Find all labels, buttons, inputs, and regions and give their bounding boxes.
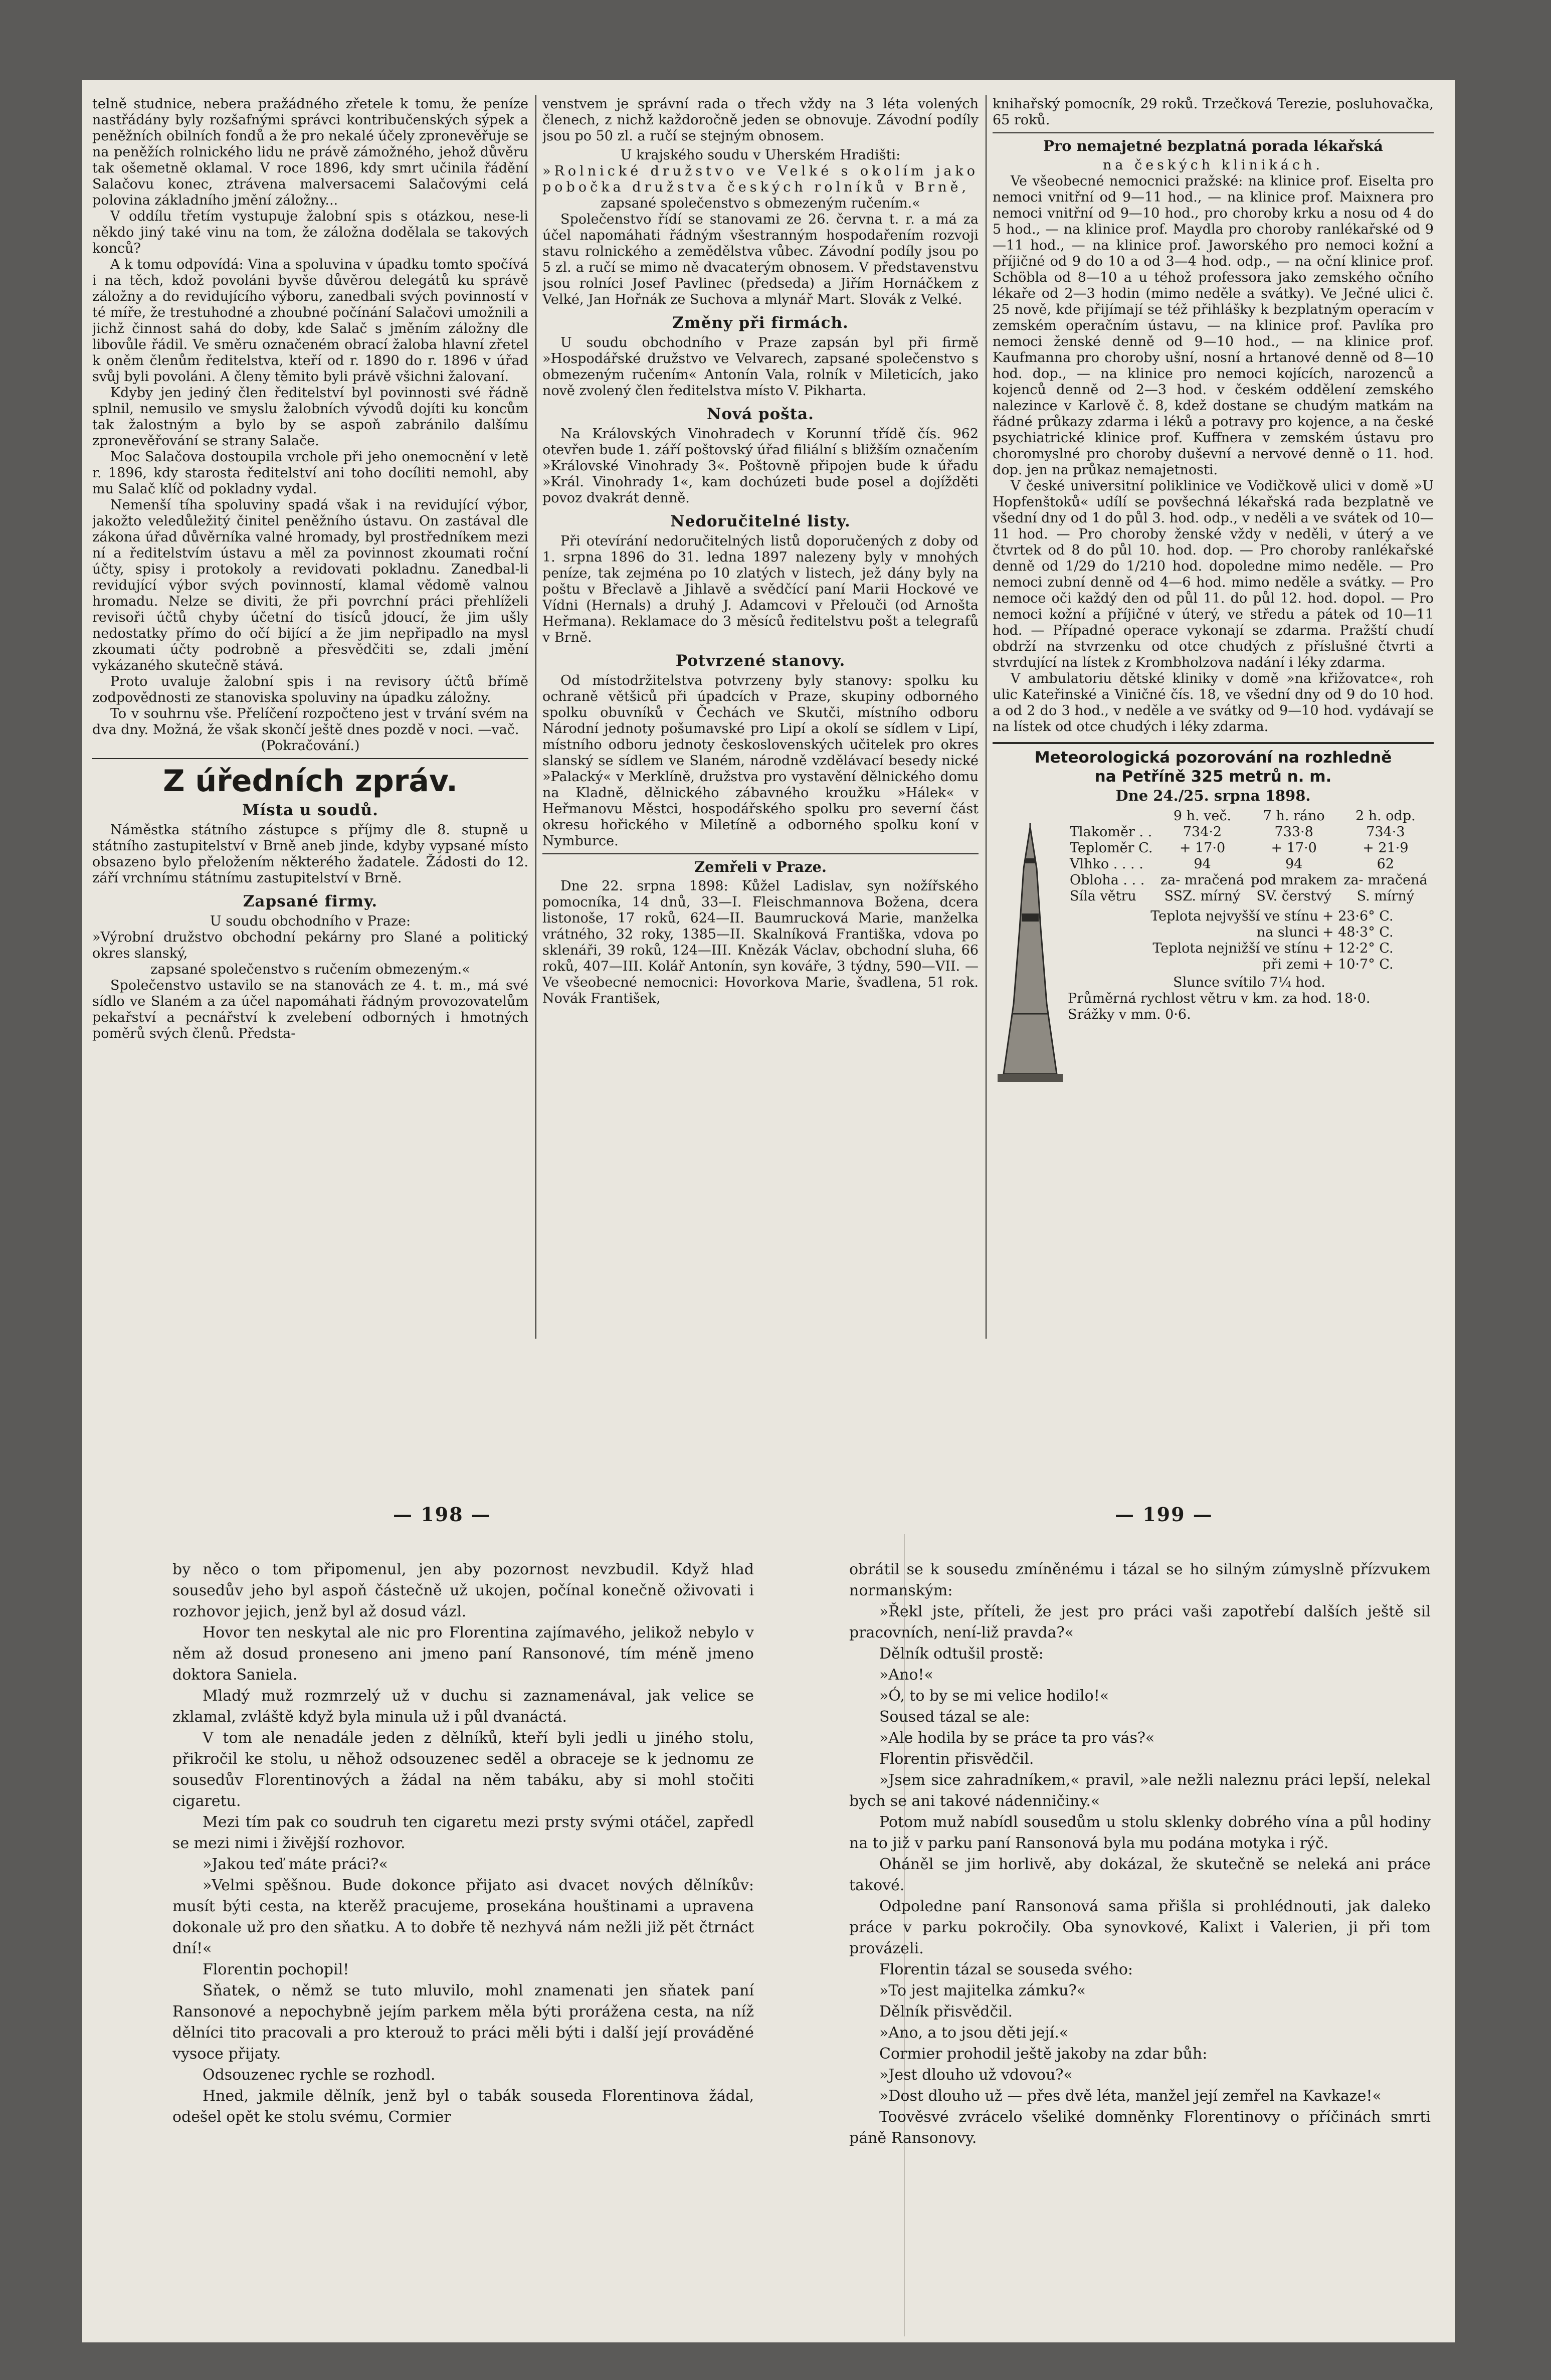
- wind-speed: Průměrná rychlost větru v km. za hod. 18·0.: [1068, 991, 1371, 1006]
- subsection-heading: Nová pošta.: [707, 405, 814, 423]
- weather-date: Dne 24./25. srpna 1898.: [1115, 787, 1311, 804]
- article-text: V oddílu třetím vystupuje žalobní spis s otázkou, nese-li někdo jiný také vinu na tom, že záložna dodělala se takových konců?: [92, 209, 528, 256]
- novel-paragraph: »Ano!«: [879, 1666, 933, 1684]
- article-text: Od místodržitelstva potvrzeny byly stanovy: spolku ku ochraně většiců při úpadcích v Praze, skupiny odborného spolku obuvníků v Čechách ve Skutči, místního odboru Národní jednoty pošumavské pro Lipí a okolí se sídlem v Lipí, místního odboru jednoty československých učitelek pro okres slanský se sídlem ve Slaném, národně vzdělávací besedy nické »Palacký« v Merklíně, družstva pro vystavění dělnického domu na Kladně, dělnického zábavného kroužku »Hálek« v Heřmanovu Městci, hospodářského spolku pro severní část okresu hořického v Miletíně a odborného spolku koní v Nymburce.: [542, 673, 979, 849]
- novel-paragraph: »Řekl jste, příteli, že jest pro práci vaši zapotřebí dalších ještě sil pracovních, není-liž pravda?«: [849, 1603, 1431, 1641]
- article-text: Dne 22. srpna 1898: Kůžel Ladislav, syn nožířského pomocníka, 14 dnů, 33—I. Fleischmannova Božena, dcera listonoše, 17 roků, 624—II. Baumrucková Marie, manželka vrátného, 32 roky, 1385—II. Skalníková Františka, vdova po sklenáři, 39 roků, 124—III. Knězák Václav, obchodní sluha, 66 roků, 407—III. Kolář Antonín, syn kováře, 3 týdny, 590—VII. — Ve všeobecné nemocnici: Hovorkova Marie, švadlena, 51 rok. Novák František,: [542, 878, 979, 1006]
- subsection-heading: Nedoručitelné listy.: [670, 512, 851, 530]
- extreme-value: + 23·6° C.: [1322, 908, 1394, 924]
- lookout-tower-illustration: [993, 823, 1068, 1084]
- header-cell: 9 h. več.: [1173, 808, 1232, 824]
- row-label: Obloha . . .: [1070, 872, 1145, 888]
- novel-paragraph: »Ó, to by se mi velice hodilo!«: [879, 1687, 1109, 1705]
- header-cell: 7 h. ráno: [1263, 808, 1325, 824]
- novel-paragraph: »Ale hodila by se práce ta pro vás?«: [879, 1729, 1155, 1747]
- novel-paragraph: Florentin tázal se souseda svého:: [879, 1961, 1133, 1978]
- cell: + 21·9: [1363, 840, 1409, 856]
- extreme-row: [1068, 941, 1431, 957]
- novel-paragraph: V tom ale nenadále jeden z dělníků, kteří byli jedli u jiného stolu, přikročil ke stolu, u něhož odsouzenec seděl a obraceje se k jednomu ze sousedův Florentinových a žádal na něm tabáku, aby si mohl stočiti cigaretu.: [172, 1729, 754, 1810]
- cell: 94: [1194, 856, 1211, 872]
- subsection-heading: Zapsané firmy.: [243, 892, 378, 910]
- novel-paragraph: Sňatek, o němž se tuto mluvilo, mohl znamenati jen sňatek paní Ransonové a nepochybně jejím parkem měla býti prorážena cesta, na níž dělníci tito pracovali a pro kterouž to práci měli býti i další její prováděné vysoce přijaty.: [172, 1982, 754, 2063]
- article-text: Společenstvo řídí se stanovami ze 26. června t. r. a má za účel napomáhati řádným všestranným hospodařením rozvoji stavu rolnického a zemědělstva vůbec. Závodní podíly jsou po 5 zl. a ručí se mimo ně dvacaterým obnosem. V představenstvu jsou rolníci Josef Pavlinec (předseda) a Jiřím Hornáčkem z Velké, Jan Hořnák ze Suchova a mlynář Mart. Slovák z Velké.: [542, 212, 979, 307]
- novel-paragraph: Hned, jakmile dělník, jenž byl o tabák souseda Florentinova žádal, odešel opět ke stolu svému, Cormier: [172, 2087, 754, 2126]
- weather-row: [1068, 840, 1431, 856]
- weather-block: [993, 808, 1434, 1089]
- novel-paragraph: Soused tázal se ale:: [879, 1708, 1030, 1726]
- cell: 94: [1285, 856, 1303, 872]
- weather-row: [1068, 824, 1431, 840]
- article-text: U soudu obchodního v Praze:: [210, 913, 411, 929]
- cell: SV. čerstvý: [1256, 888, 1331, 904]
- cell: + 17·0: [1179, 840, 1226, 856]
- divider: [92, 758, 528, 759]
- article-text: zapsané společenstvo s ručením obmezeným.«: [150, 962, 470, 977]
- column-3: [993, 96, 1434, 1350]
- cell: pod mrakem: [1251, 872, 1337, 888]
- article-text: Na Královských Vinohradech v Korunní třídě čís. 962 otevřen bude 1. září poštovský úřad filiální s bližším označením »Královské Vinohrady 3«. Poštovně připojen bude k úřadu »Král. Vinohrady 1«, kam dochúzeti bude posel a dojížděti povoz dvakrát denně.: [542, 426, 979, 506]
- novel-paragraph: Dělník přisvědčil.: [879, 2003, 1013, 2021]
- subsection-heading: Zemřeli v Praze.: [542, 853, 979, 876]
- novel-paragraph: Odpoledne paní Ransonová sama přišla si prohlédnouti, jak daleko práce v parku pokročily. Oba synovkové, Kalixt i Valerien, ji při tom provázeli.: [849, 1898, 1431, 1957]
- continuation-note: (Pokračování.): [261, 738, 360, 754]
- subsection-heading: Změny při firmách.: [672, 314, 849, 332]
- extreme-value: + 12·2° C.: [1322, 941, 1394, 956]
- row-label: Vlhko . . . .: [1070, 856, 1143, 872]
- article-text: U krajského soudu v Uherském Hradišti:: [620, 147, 901, 163]
- novel-paragraph: Hovor ten neskytal ale nic pro Florentina zajímavého, jelikož nebylo v něm až dosud proneseno ani jmeno paní Ransonové, tím méně jmeno doktora Saniela.: [172, 1624, 754, 1684]
- row-label: Teploměr C.: [1070, 840, 1153, 856]
- divider: [993, 742, 1434, 744]
- novel-paragraph: Potom muž nabídl sousedům u stolu sklenky dobrého vína a půl hodiny na to již v parku paní Ransonová byla mu podána motyka i rýč.: [849, 1813, 1431, 1852]
- weather-row: [1068, 872, 1431, 888]
- extreme-value: + 48·3° C.: [1322, 925, 1394, 940]
- header-cell: 2 h. odp.: [1355, 808, 1416, 824]
- novel-paragraph: »Velmi spěšnou. Bude dokonce přijato asi dvacet nových dělníkův: musít býti cesta, na kterěž pracujeme, prosekána houštinami a upravena dokonale už pro den sňatku. A to dobře tě nezhyvá nám nežli již pět čtrnáct dní!«: [172, 1877, 754, 1957]
- column-1: [92, 96, 528, 1350]
- article-text: Nemenší tíha spoluviny spadá však i na revidující výbor, jakožto veledůležitý činitel peněžního ústavu. On zastával dle zákona úřad důvěrníka valné hromady, byl prostředníkem mezi ní a ředitelstvím ústavu a měl za povinnost zkoumati roční účty, spisy i protokoly a revidovati pokladnu. Zanedbal-li revidující výbor svých povinností, klamal vědomě valnou hromadu. Nelze se diviti, že při povrchní práci přehlíželi revisoři účtů chyby účetní do tisíců jdoucí, že jim ušly nedostatky přímo do očí bijící a že jim nepřipadlo na mysl zkoumati účty podrobně a přesvědčiti se, zdali jmění vykázaného skutečně stává.: [92, 497, 528, 673]
- temperature-extremes: [1068, 908, 1431, 973]
- section-heading: Z úředních zpráv.: [163, 764, 458, 799]
- novel-paragraph: Dělník odtušil prostě:: [879, 1645, 1044, 1663]
- article-text: Náměstka státního zástupce s příjmy dle 8. stupně u státního zastupitelství v Brně aneb jinde, kdyby vypsané místo obsazeno bylo přeložením některého žadatele. Žádosti do 12. září vrchnímu státnímu zastupitelství v Brně.: [92, 822, 528, 886]
- article-text: zapsané společenstvo s obmezeným ručením.«: [601, 196, 920, 211]
- extreme-label: Teplota nejnižší ve stínu: [1152, 941, 1318, 956]
- article-text: To v souhrnu vše. Přelíčení rozpočteno jest v trvání svém na dva dny. Možná, že však skončí ještě dnes pozdě v noci. —vač.: [92, 706, 528, 738]
- novel-paragraph: »Jakou teď máte práci?«: [203, 1856, 388, 1873]
- article-text: venstvem je správní rada o třech vždy na 3 léta volených členech, z nichž každoročně jeden se obnovuje. Závodní podíly jsou po 50 zl. a ručí se stejným obnosem.: [542, 96, 979, 144]
- subsection-heading: Pro nemajetné bezplatná porada lékařská: [993, 132, 1434, 155]
- article-text: »Rolnické družstvo ve Velké s okolím jako pobočka družstva českých rolníků v Brně,: [542, 163, 979, 195]
- novel-paragraph: Cormier prohodil ještě jakoby na zdar bůh:: [879, 2045, 1208, 2063]
- cell: za- mračená: [1160, 872, 1245, 888]
- article-text: »Výrobní družstvo obchodní pekárny pro Slané a politický okres slanský,: [92, 930, 528, 961]
- novel-paragraph: by něco o tom připomenul, jen aby pozornost nevzbudil. Když hlad sousedův jeho byl aspoň částečně už ukojen, počínal konečně oživovati i rozhovor jejich, jenž byl až dosud vázl.: [172, 1561, 754, 1620]
- column-rule: [535, 95, 536, 1339]
- newspaper-page: [82, 80, 1455, 2342]
- novel-paragraph: »Dost dlouho už — přes dvě léta, manžel její zemřel na Kavkaze!«: [879, 2087, 1382, 2105]
- novel-column-left: [172, 1559, 754, 2326]
- weather-row: [1068, 856, 1431, 872]
- cell: + 17·0: [1271, 840, 1317, 856]
- novel-paragraph: Oháněl se jim horlivě, aby dokázal, že skutečně se neleká ani práce takové.: [849, 1856, 1431, 1894]
- cell: 62: [1377, 856, 1395, 872]
- precipitation: Srážky v mm. 0·6.: [1068, 1007, 1191, 1022]
- article-text: Ve všeobecné nemocnici pražské: na klinice prof. Eiselta pro nemoci vnitřní od 9—11 hod., — na klinice prof. Maixnera pro nemoci vnitřní od 9—10 hod., pro choroby krku a nosu od 4 do 5 hod., — na klinice prof. Maydla pro choroby ranlékařské od 9—11 hod., — na klinice prof. Jaworského pro nemoci kožní a příjičné od 9 do 10 a od 3—4 hod. odp., — na oční klinice prof. Schöbla od 8—10 a u téhož professora jako zemského očního lékaře od 2—3 hodin (mimo neděle a svátky). Ve Ječné ulici č. 25 nově, kde přijímají se též přihlášky k bezplatným operacím v zemském operačním ústavu, — na klinice prof. Pavlíka pro nemoci ženské denně od 9—10 hod., — na klinice prof. Kaufmanna pro choroby ušní, nosní a hrtanové denně od 8—10 hod. dop., — na klinice pro nemoci kojících, narozenců a kojenců denně od 2—3 hod. v českém oddělení zemského nalezince v Karlově č. 8, kdež dostane se chudým matkám na řádné průkazy zdarma i léků a potravy pro kojence, a na české psychiatrické klinice prof. Kuffnera v zemském ústavu pro choromyslné pro choroby duševní a nervové denně o 11. hod. dop. jen na průkaz nemajetnosti.: [993, 173, 1434, 478]
- article-text: V české universitní poliklinice ve Vodičkově ulici v domě »U Hopfenštoků« udílí se povšechná lékařská rada bezplatně ve všední dny od 1 do půl 3. hod. odp., v neděli a ve svátek od 10—11 hod. — Pro choroby ženské vždy v neděli, v úterý a ve čtvrtek od 8 do půl 10. hod. dop. — Pro choroby ranlékařské denně od 1/29 do 1/210 hod. dopoledne mimo neděle. — Pro nemoci zubní denně od 4—6 hod. mimo neděle a svátky. — Pro nemoce oči každý den od půl 11. do půl 12. hod. dopol. — Pro nemoci kožní a příjičné v úterý, ve středu a pátek od 10—11 hod. — Případné operace vykonají se zdarma. Pražští chudí obdrží na stvrzenku od otce chudých z příslušné čtvrti a stvrdující na lístek z Krombholzova nadání i léky zdarma.: [993, 478, 1434, 670]
- extreme-row: [1068, 925, 1431, 941]
- subsection-heading: Místa u soudů.: [242, 801, 378, 819]
- cell: 734·3: [1366, 824, 1405, 840]
- cell: S. mírný: [1356, 888, 1415, 904]
- novel-paragraph: Mladý muž rozmrzelý už v duchu si zaznamenával, jak velice se zklamal, zvláště když byla minula už i půl dvanáctá.: [172, 1687, 754, 1726]
- novel-paragraph: Toověsvé zvrácelo všeliké domněnky Florentinovy o příčinách smrti páně Ransonovy.: [849, 2108, 1431, 2147]
- extreme-row: [1068, 957, 1431, 973]
- weather-title: Meteorologická pozorování na rozhledně: [1034, 749, 1392, 767]
- novel-paragraph: obrátil se k sousedu zmíněnému i tázal se ho silným zúmyslně přízvukem normanským:: [849, 1561, 1431, 1599]
- novel-paragraph: »Jest dlouho už vdovou?«: [879, 2066, 1073, 2084]
- article-text: Kdyby jen jediný člen ředitelství byl povinnosti své řádně splnil, nemusilo ve smyslu žalobních vývodů dojíti ku koncům tak žalostným a bylo by se aspoň zabránilo dalšímu zpronevěřování se strany Salače.: [92, 385, 528, 449]
- extreme-value: + 10·7° C.: [1322, 957, 1394, 972]
- weather-header-row: [1068, 808, 1431, 824]
- extreme-row: [1068, 908, 1431, 925]
- cell: 733·8: [1274, 824, 1313, 840]
- novel-paragraph: Mezi tím pak co soudruh ten cigaretu mezi prsty svými otáčel, zapředl se mezi nimi i živější rozhovor.: [172, 1813, 754, 1852]
- article-text: U soudu obchodního v Praze zapsán byl při firmě »Hospodářské družstvo ve Velvarech, zapsané společenstvo s obmezeným ručením« Antonín Vala, rolník v Mileticích, jako nově zvolený člen ředitelstva místo V. Pikharta.: [542, 335, 979, 399]
- extreme-label: při zemi: [1262, 957, 1318, 972]
- article-text: A k tomu odpovídá: Vina a spoluvina v úpadku tomto spočívá i na těch, kdož povoláni byvše důvěrou delegátů ku správě záložny a do revidujícího výboru, zanedbali svých povinností v té míře, že trestuhodné a zhoubné počínání Salačovi umožnili a jichž činnost sahá do doby, kde Salač s jměním záložny dle libovůle řádil. Ve směru označeném obrací žaloba hlavní zřetel k oněm členům ředitelstva, kteří od r. 1890 do r. 1896 v úřad svůj byli povoláni. A členy těmito byli právě všichni žalovaní.: [92, 257, 528, 385]
- column-rule: [986, 95, 987, 1339]
- page-number-right: — 199 —: [1115, 1503, 1213, 1526]
- sunshine-hours: Slunce svítilo 7¼ hod.: [1173, 975, 1325, 990]
- cell: 734·2: [1183, 824, 1222, 840]
- weather-table: [1068, 808, 1431, 904]
- article-text: Proto uvaluje žalobní spis i na revisory účtů břímě zodpovědnosti ze stanoviska spoluviny na úpadku záložny.: [92, 674, 528, 705]
- novel-column-right: [849, 1559, 1431, 2326]
- article-text: telně studnice, nebera pražádného zřetele k tomu, že peníze nastřádány byly rozšafnými správci kontribučenských sýpek a peněžních obilních fondů a že pro nekalé účely zpronevěřuje se na peněžích rolnického lidu ne právě zámožného, jehož důvěru tak ošemetně oklamal. V roce 1896, kdy smrt učinila řádění Salačovu konec, ztrávena malversacemi Salačovými celá polovina základního jmění záložny...: [92, 96, 528, 208]
- column-2: [542, 96, 979, 1350]
- novel-paragraph: Odsouzenec rychle se rozhodl.: [203, 2066, 436, 2084]
- novel-paragraph: Florentin přisvědčil.: [879, 1750, 1034, 1768]
- weather-row: [1068, 888, 1431, 904]
- novel-paragraph: »Ano, a to jsou děti její.«: [879, 2024, 1069, 2042]
- novel-paragraph: »Jsem sice zahradníkem,« pravil, »ale nežli naleznu práci lepší, nelekal bych se ani takové nádenničiny.«: [849, 1771, 1431, 1810]
- subsection-heading: Potvrzené stanovy.: [675, 652, 846, 670]
- article-text: V ambulatoriu dětské kliniky v domě »na křižovatce«, roh ulic Kateřinské a Viničné čís. 18, ve všední dny od 9 do 10 hod. a od 2 do 3 hod., v neděle a ve svátky od 9—10 hod. vydávají se na lístek od otce chudých i léky zdarma.: [993, 671, 1434, 735]
- article-text: knihařský pomocník, 29 roků. Trzečková Terezie, posluhovačka, 65 roků.: [993, 96, 1434, 128]
- cell: SSZ. mírný: [1164, 888, 1241, 904]
- weather-subtitle: na Petříně 325 metrů n. m.: [1094, 768, 1332, 786]
- subsection-subheading: na českých klinikách.: [1103, 157, 1323, 173]
- article-text: Společenstvo ustavilo se na stanovách ze 4. t. m., má své sídlo ve Slaném a za účel napomáhati řádným provozovatelům pekařství a pecnářství k zvelebení odborných i hmotných poměrů svých členů. Předsta-: [92, 978, 528, 1041]
- row-label: Tlakoměr . .: [1070, 824, 1152, 840]
- extreme-label: na slunci: [1256, 925, 1318, 940]
- article-text: Při otevírání nedoručitelných listů doporučených z doby od 1. srpna 1896 do 31. ledna 1897 nalezeny byly v mnohých peníze, tak zejména po 10 zlatých v listech, jež dány byly na poštu v Břeclavě a Jihlavě a svědčící paní Marii Hockové ve Vídni (Hernals) a druhý J. Adamcovi v Přelouči (od Arnošta Heřmana). Reklamace do 3 měsíců ředitelstvu pošt a telegrafů v Brně.: [542, 533, 979, 645]
- novel-paragraph: Florentin pochopil!: [203, 1961, 349, 1978]
- novel-paragraph: »To jest majitelka zámku?«: [879, 1982, 1086, 1999]
- row-label: Síla větru: [1070, 888, 1136, 904]
- page-number-left: — 198 —: [393, 1503, 491, 1526]
- extreme-label: Teplota nejvyšší ve stínu: [1150, 908, 1318, 924]
- article-text: Moc Salačova dostoupila vrchole při jeho onemocnění v letě r. 1896, kdy starosta ředitelství ani toho docíliti nemohl, aby mu Salač klíč od pokladny vydal.: [92, 449, 528, 497]
- cell: za- mračená: [1343, 872, 1428, 888]
